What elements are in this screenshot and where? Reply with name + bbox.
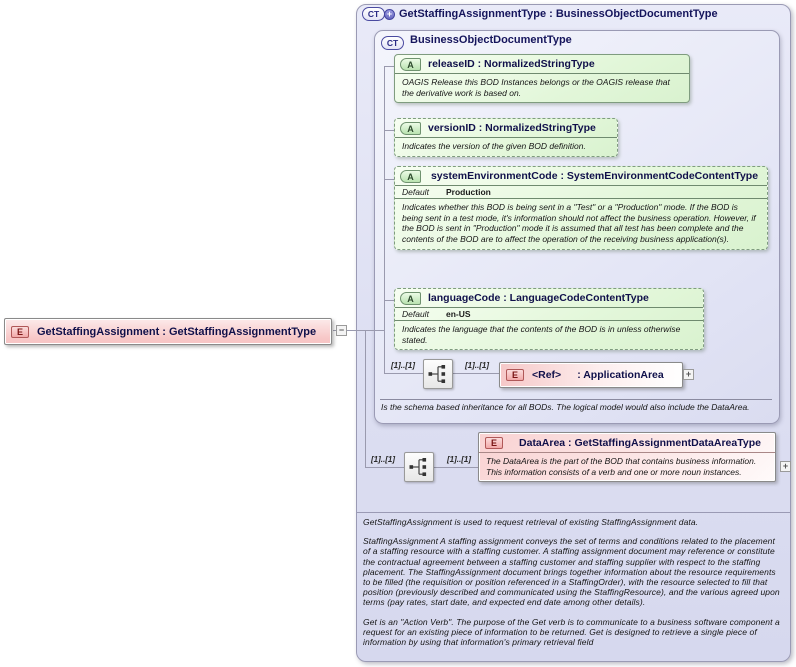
- base-type-title: BusinessObjectDocumentType: [410, 34, 572, 46]
- expand-button[interactable]: +: [683, 369, 694, 380]
- attribute-box-languagecode[interactable]: [394, 288, 704, 350]
- attribute-doc: Indicates the version of the given BOD definition.: [402, 141, 586, 152]
- attribute-doc: Indicates whether this BOD is being sent in a "Test" or a "Production" mode. If the BOD is being sent in a test mode, it's information should not affect the business operation. However, if the BOD is sent in "Production" mode it is assumed that all test has been complete and the contents of the BOD are to affect the operation of the receiving business application(s).: [402, 202, 756, 244]
- attribute-icon: A: [400, 170, 421, 183]
- attribute-icon: A: [400, 122, 421, 135]
- tree-line: [384, 66, 394, 67]
- inheritance-doc: Is the schema based inheritance for all BODs. The logical model would also include the DataArea.: [381, 402, 750, 412]
- tree-line: [434, 467, 478, 468]
- attribute-name: languageCode : LanguageCodeContentType: [428, 292, 649, 304]
- expand-button[interactable]: +: [780, 461, 791, 472]
- root-element-box[interactable]: [4, 318, 332, 345]
- tree-line: [365, 330, 366, 467]
- attribute-icon: A: [400, 292, 421, 305]
- tree-line: [384, 130, 394, 131]
- complex-type-icon: CT: [381, 36, 404, 50]
- collapse-button[interactable]: −: [336, 325, 347, 336]
- sequence-icon: [404, 452, 434, 482]
- attribute-name: systemEnvironmentCode : SystemEnvironmentCodeContentType: [430, 170, 759, 182]
- attribute-box-releaseid[interactable]: [394, 54, 690, 103]
- divider: [380, 399, 772, 400]
- tree-line: [384, 179, 394, 180]
- sequence-icon: [423, 359, 453, 389]
- root-element-label: GetStaffingAssignment : GetStaffingAssignmentType: [37, 325, 317, 338]
- dataarea-doc: The DataArea is the part of the BOD that contains business information. This information consists of a verb and one or more noun instances.: [486, 456, 757, 477]
- cardinality-label: [1]..[1]: [371, 455, 395, 464]
- complex-type-icon: CT: [362, 7, 385, 21]
- dataarea-name: DataArea : GetStaffingAssignmentDataAreaType: [519, 437, 761, 449]
- attribute-box-systemenvironmentcode[interactable]: [394, 166, 768, 250]
- default-label: Default: [402, 187, 429, 198]
- attribute-icon: A: [400, 58, 421, 71]
- default-value: Production: [446, 187, 491, 198]
- dataarea-element-box[interactable]: [478, 432, 776, 482]
- attribute-box-versionid[interactable]: [394, 118, 618, 157]
- tree-line: [384, 300, 394, 301]
- element-ref-name: <Ref>: [532, 369, 562, 381]
- base-type-icon: [381, 33, 404, 51]
- element-ref-type: : ApplicationArea: [577, 369, 664, 381]
- type-doc-paragraph: GetStaffingAssignment is used to request retrieval of existing StaffingAssignment data.: [363, 517, 699, 527]
- element-icon: E: [485, 437, 503, 449]
- tree-line: [384, 373, 423, 374]
- complex-type-title: GetStaffingAssignmentType : BusinessObjectDocumentType: [399, 8, 718, 20]
- cardinality-label: [1]..[1]: [391, 361, 415, 370]
- attribute-doc: Indicates the language that the contents of the BOD is in unless otherwise stated.: [402, 324, 681, 345]
- tree-line: [365, 467, 404, 468]
- type-docs: [363, 517, 783, 656]
- attribute-name: releaseID : NormalizedStringType: [428, 58, 595, 70]
- complex-type-plus-icon: [362, 7, 395, 27]
- cardinality-label: [1]..[1]: [447, 455, 471, 464]
- attribute-doc: OAGIS Release this BOD Instances belongs or the OAGIS release that the derivative work is based on.: [402, 77, 670, 98]
- derived-type-plus-icon: +: [384, 9, 395, 20]
- cardinality-label: [1]..[1]: [465, 361, 489, 370]
- element-icon: E: [11, 326, 29, 338]
- tree-line: [384, 66, 385, 373]
- type-doc-paragraph: StaffingAssignment A staffing assignment conveys the set of terms and conditions related to the placement of a staffing resource with a staffing customer. A staffing assignment document may reference or constitute the contractual agreement between a staffing customer and staffing supplier with respect to the staffing placement. The StaffingAssignment document brings together information about the resource requirements to be filled (the requisition or position referenced in a StaffingOrder), with the resource selected to fill that position (previously described and communicated using the StaffingResource), and the various agreed upon terms (pay rates, start date, and expected end date among other details).: [363, 536, 780, 608]
- default-value: en-US: [446, 309, 471, 320]
- tree-line: [453, 373, 499, 374]
- element-icon: E: [506, 369, 524, 381]
- applicationarea-element-box[interactable]: [499, 362, 683, 388]
- default-label: Default: [402, 309, 429, 320]
- attribute-name: versionID : NormalizedStringType: [428, 122, 596, 134]
- divider: [357, 512, 790, 513]
- type-doc-paragraph: Get is an "Action Verb". The purpose of the Get verb is to communicate to a business software component a request for an existing piece of information to be returned. Get is designed to retrieve a single piece of information by using that information's primary retrieval field: [363, 616, 780, 647]
